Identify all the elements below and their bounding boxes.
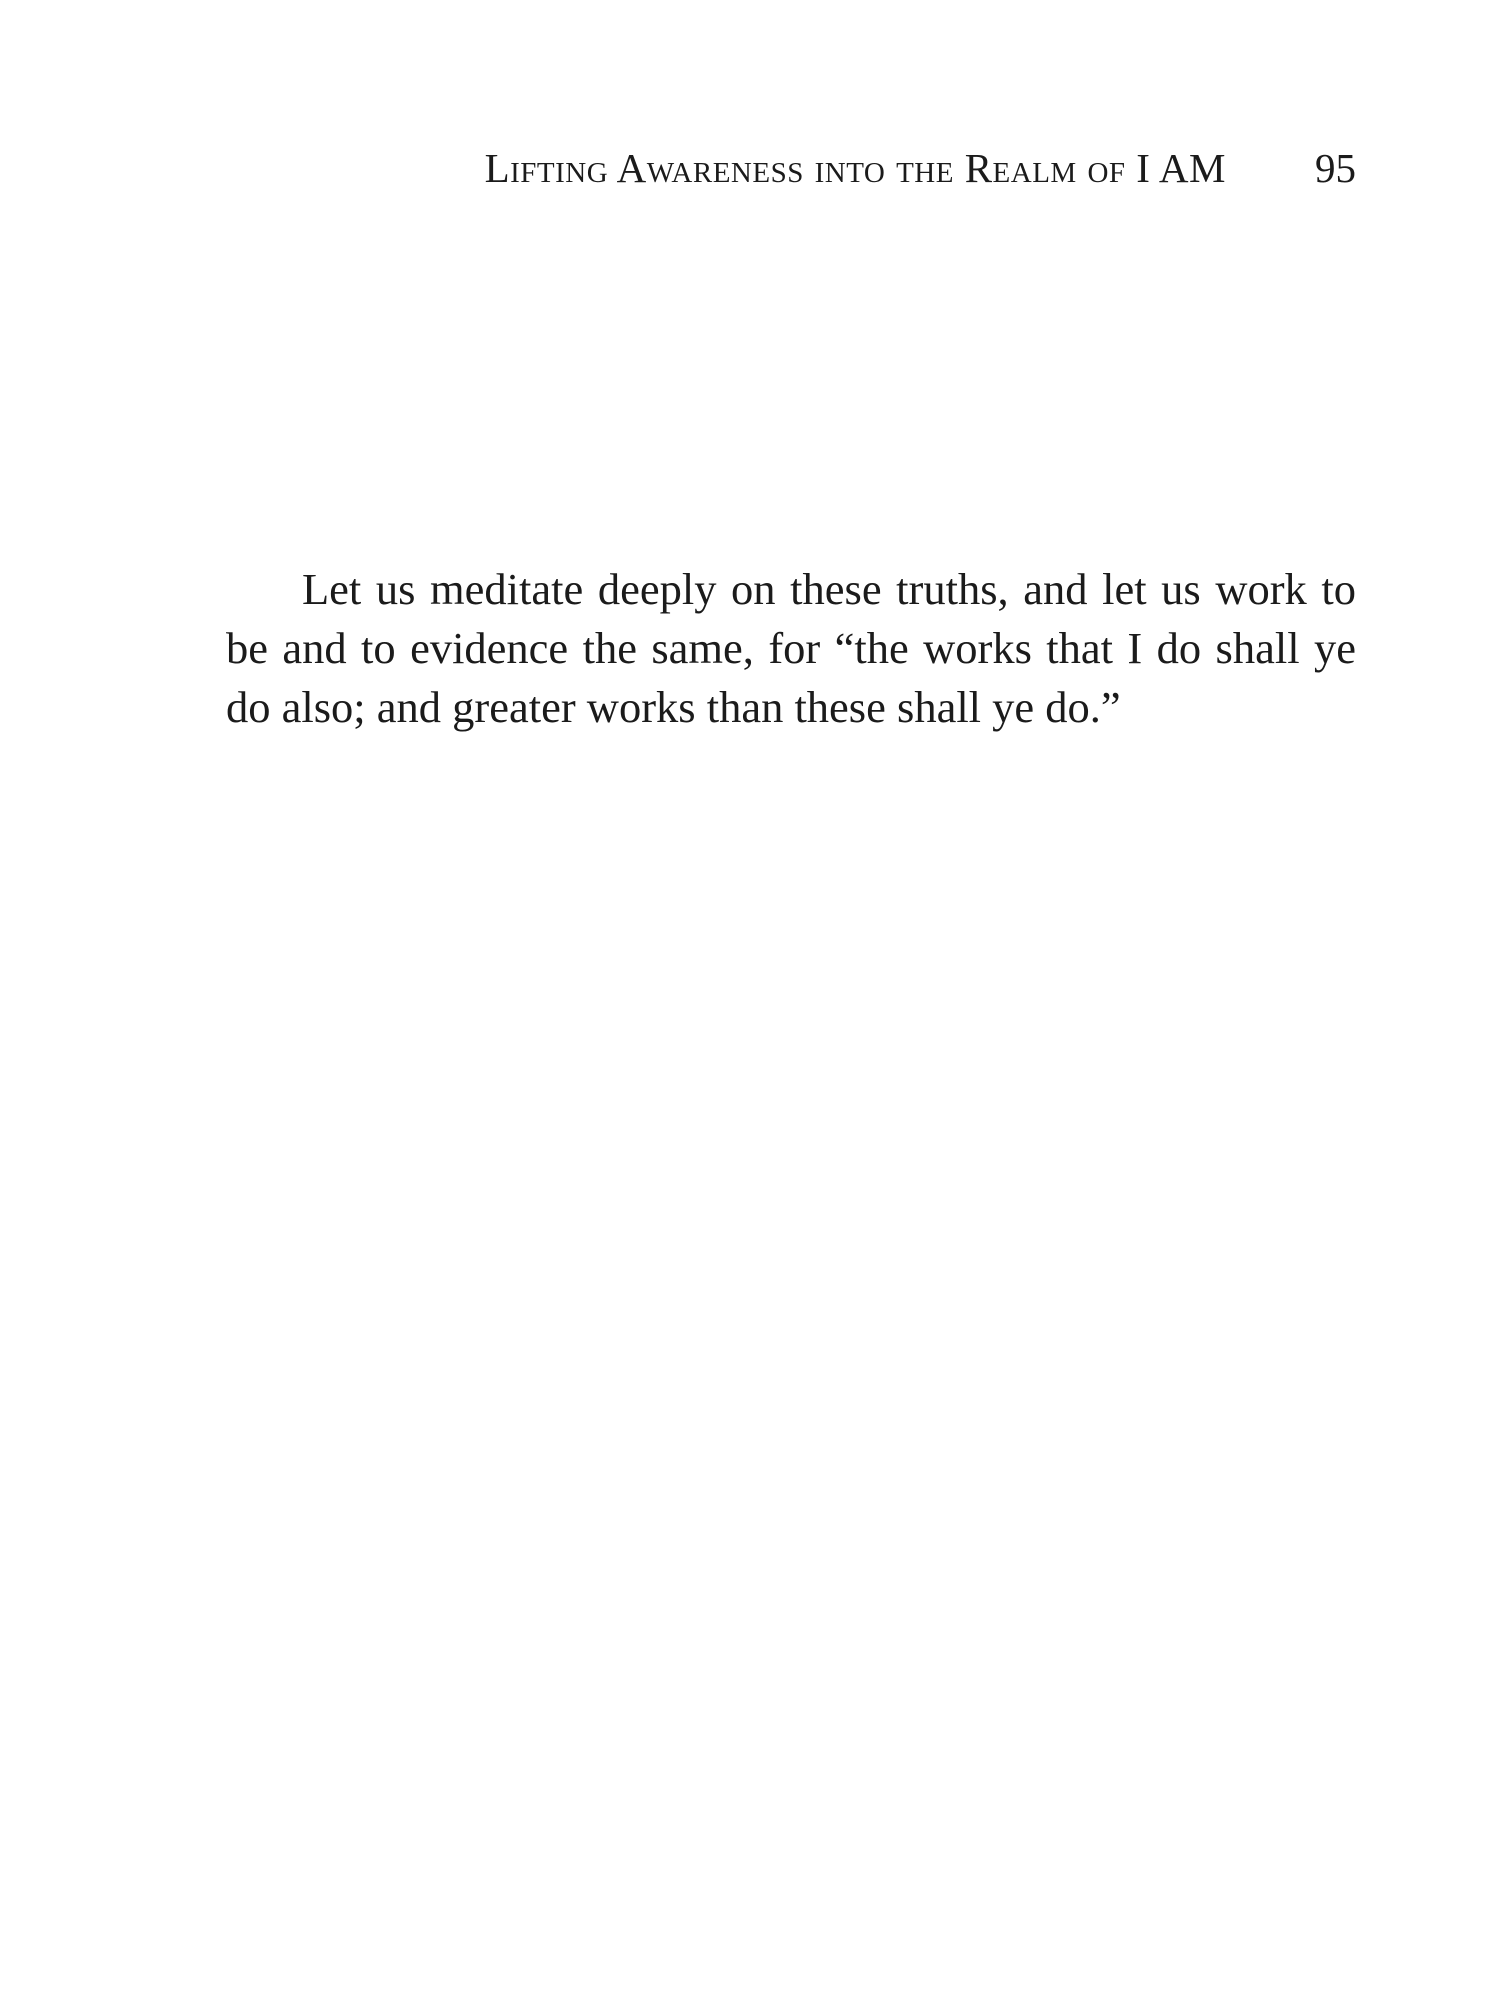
page-number: 95 xyxy=(1315,145,1356,191)
body-paragraph: Let us meditate deeply on these truths, and let us work to be and to evidence the same, for “the works that I do shall ye do also; and greater works than these shall ye do.” xyxy=(226,564,1356,732)
running-title: Lifting Awareness into the Realm of I AM xyxy=(484,145,1226,191)
running-header xyxy=(226,140,1356,196)
